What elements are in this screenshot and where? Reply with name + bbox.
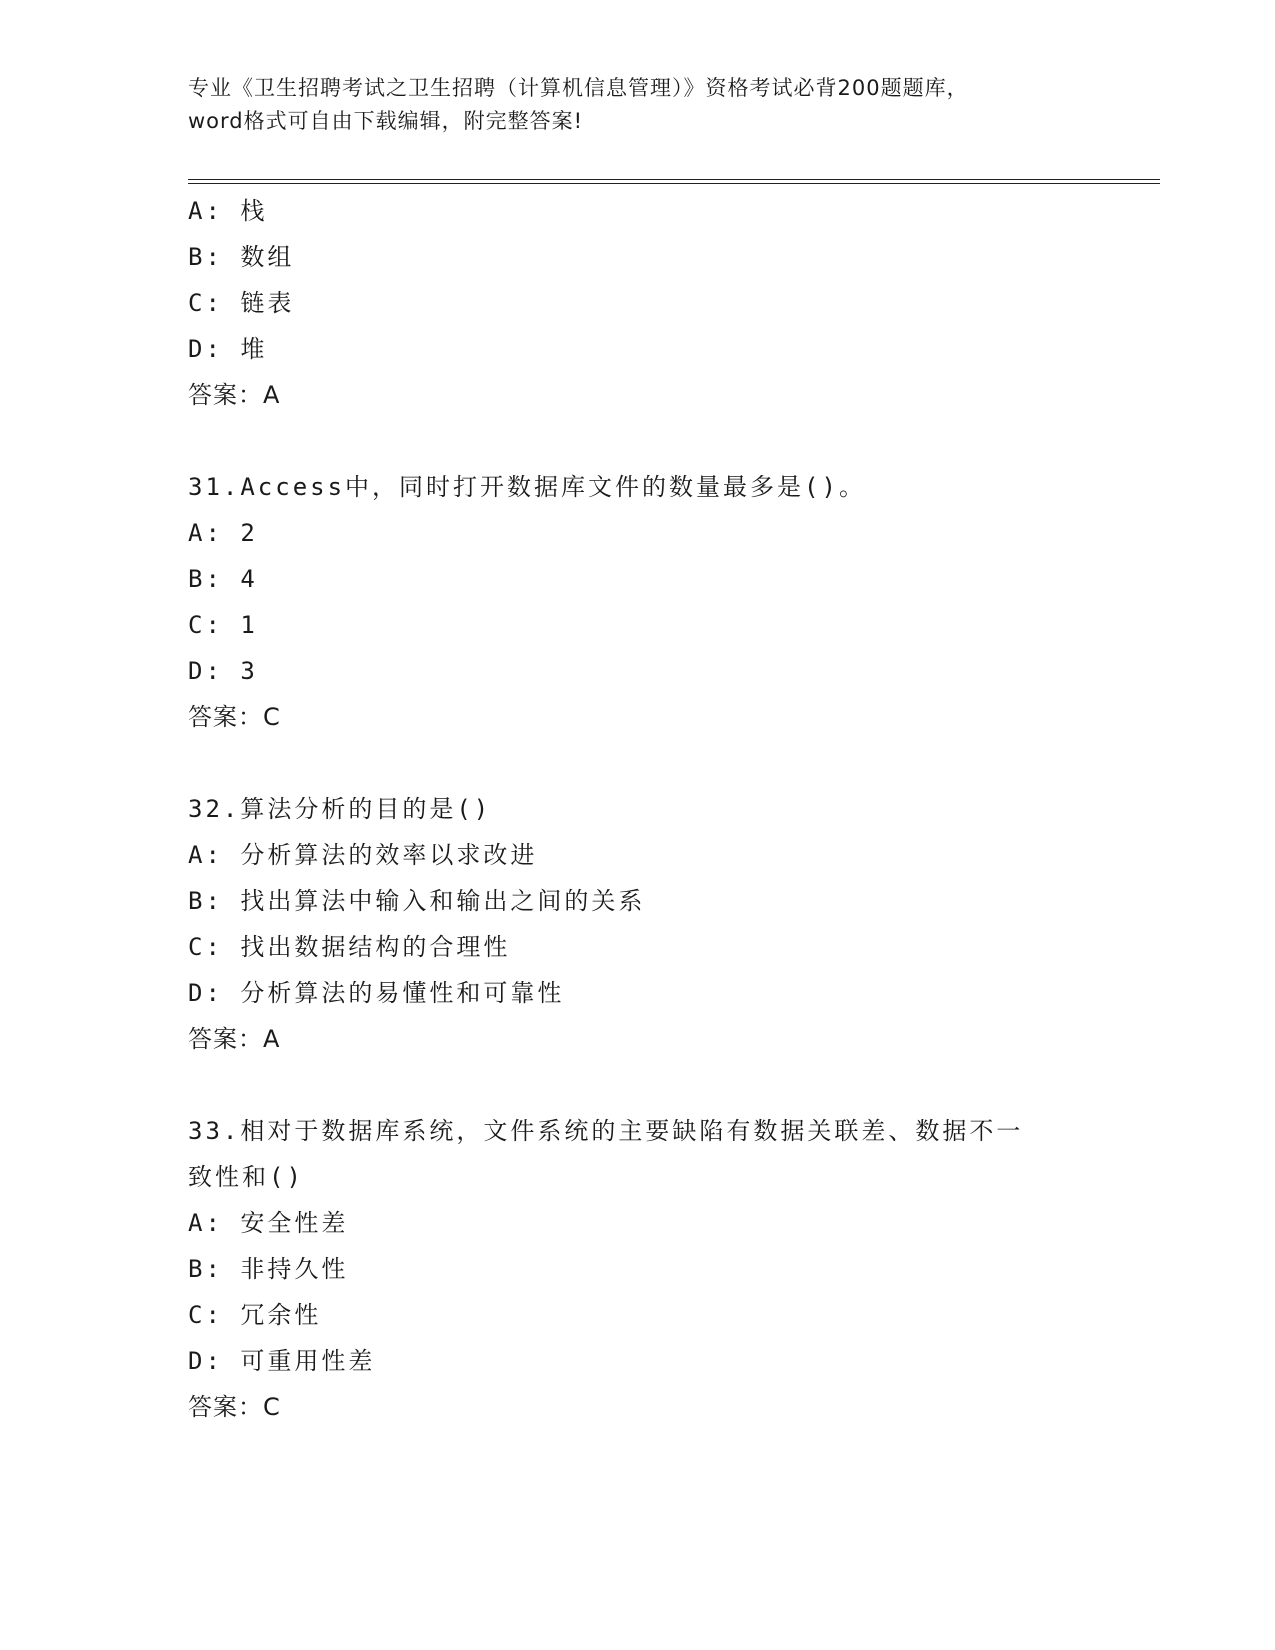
option-a: A: 分析算法的效率以求改进: [188, 841, 538, 869]
header-divider-bottom: [188, 183, 1160, 184]
header-divider-top: [188, 179, 1160, 180]
question-text-line-1: 33.相对于数据库系统，文件系统的主要缺陷有数据关联差、数据不一: [188, 1117, 1024, 1145]
question-list: [188, 188, 1148, 1430]
option-d: D: 可重用性差: [188, 1347, 376, 1375]
option-d: D: 3: [188, 657, 258, 685]
option-a: A: 2: [188, 519, 258, 547]
question-text: 31.Access中，同时打开数据库文件的数量最多是()。: [188, 473, 866, 501]
spacer: [188, 1062, 1148, 1108]
question-text-line-2: 致性和(): [188, 1163, 304, 1191]
option-c: C: 链表: [188, 289, 295, 317]
answer: 答案：A: [188, 1025, 281, 1053]
option-c: C: 1: [188, 611, 258, 639]
header-title-line-2: word格式可自由下载编辑，附完整答案!: [188, 109, 584, 133]
option-b: B: 4: [188, 565, 258, 593]
answer: 答案：A: [188, 381, 281, 409]
option-a: A: 栈: [188, 197, 268, 225]
option-c: C: 冗余性: [188, 1301, 322, 1329]
option-d: D: 分析算法的易懂性和可靠性: [188, 979, 565, 1007]
question-31: [188, 464, 1148, 740]
option-a: A: 安全性差: [188, 1209, 349, 1237]
option-c: C: 找出数据结构的合理性: [188, 933, 511, 961]
question-30: [188, 188, 1148, 418]
option-d: D: 堆: [188, 335, 268, 363]
question-text: 32.算法分析的目的是(): [188, 795, 492, 823]
header-title-line-1: 专业《卫生招聘考试之卫生招聘（计算机信息管理）》资格考试必背200题题库，: [188, 76, 969, 100]
option-b: B: 找出算法中输入和输出之间的关系: [188, 887, 646, 915]
answer: 答案：C: [188, 703, 281, 731]
question-32: [188, 786, 1148, 1062]
question-33: [188, 1108, 1148, 1430]
spacer: [188, 418, 1148, 464]
option-b: B: 数组: [188, 243, 295, 271]
option-b: B: 非持久性: [188, 1255, 349, 1283]
answer: 答案：C: [188, 1393, 281, 1421]
document-header: [188, 72, 1088, 138]
spacer: [188, 740, 1148, 786]
